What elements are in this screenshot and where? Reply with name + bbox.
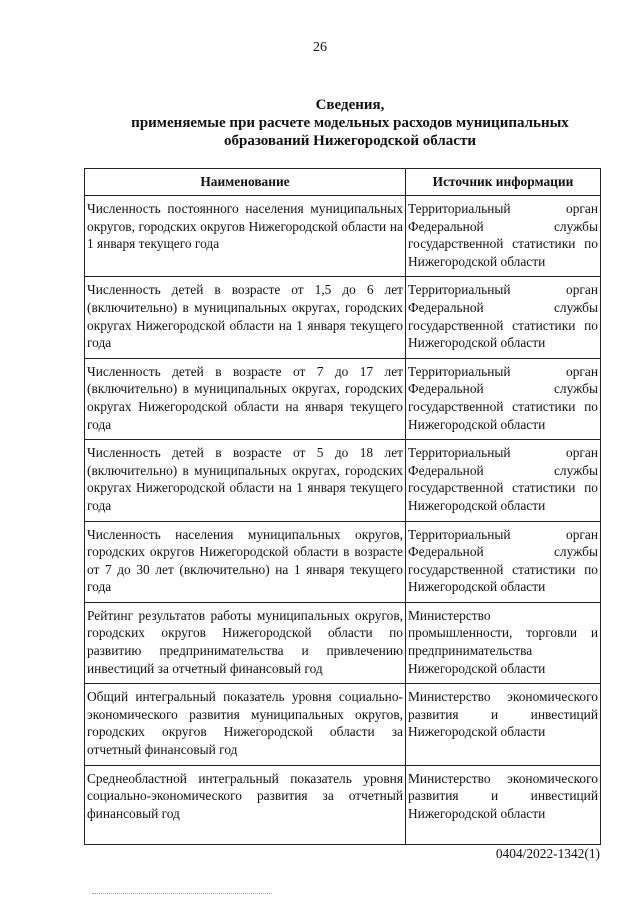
row-name-cell: Численность детей в возрасте от 1,5 до 6 лет (включительно) в муниципальных округах, городских округах Нижегородской области на 1 января текущего года xyxy=(85,277,406,358)
row-source-cell: Министерство экономического развития и инвестиций Нижегородской области xyxy=(406,765,601,844)
header-source: Источник информации xyxy=(406,169,601,196)
row-name-cell: Численность детей в возрасте от 7 до 17 лет (включительно) в муниципальных округах, городских округах Нижегородской области на января текущего года xyxy=(85,358,406,439)
document-title xyxy=(80,96,620,150)
table-row xyxy=(85,602,601,683)
page-number: 26 xyxy=(313,40,327,55)
table-row xyxy=(85,521,601,602)
title-line-3: образований Нижегородской области xyxy=(224,133,476,149)
document-code: 0404/2022-1342(1) xyxy=(495,846,600,861)
scan-artifact xyxy=(92,887,272,894)
table-row xyxy=(85,684,601,765)
row-source-cell: Министерство промышленности, торговли и предпринимательства Нижегородской области xyxy=(406,602,601,683)
row-name-cell: Рейтинг результатов работы муниципальных округов, городских округов Нижегородской области по развитию предпринимательства и привлечению инвестиций за отчетный финансовый год xyxy=(85,602,406,683)
table-header-row xyxy=(85,169,601,196)
row-name-cell: Среднеобластной интегральный показатель уровня социально-экономического развития за отчетный финансовый год xyxy=(85,765,406,844)
title-line-2: применяемые при расчете модельных расходов муниципальных xyxy=(131,115,569,131)
row-name-cell: Общий интегральный показатель уровня социально-экономического развития муниципальных округов, городских округов Нижегородской области за отчетный финансовый год xyxy=(85,684,406,765)
row-name-cell: Численность постоянного населения муниципальных округов, городских округов Нижегородской области на 1 января текущего года xyxy=(85,196,406,277)
row-source-cell: Территориальный орган Федеральной службы государственной статистики по Нижегородской области xyxy=(406,277,601,358)
row-source-cell: Территориальный орган Федеральной службы государственной статистики по Нижегородской области xyxy=(406,358,601,439)
info-sources-table xyxy=(84,168,601,845)
table-row xyxy=(85,196,601,277)
row-name-cell: Численность детей в возрасте от 5 до 18 лет (включительно) в муниципальных округах, городских округах Нижегородской области на 1 января текущего года xyxy=(85,440,406,521)
row-source-cell: Территориальный орган Федеральной службы государственной статистики по Нижегородской области xyxy=(406,440,601,521)
row-name-cell: Численность населения муниципальных округов, городских округов Нижегородской области в возрасте от 7 до 30 лет (включительно) на 1 января текущего года xyxy=(85,521,406,602)
table-row xyxy=(85,765,601,844)
table-row xyxy=(85,358,601,439)
header-name: Наименование xyxy=(85,169,406,196)
row-source-cell: Министерство экономического развития и инвестиций Нижегородской области xyxy=(406,684,601,765)
row-source-cell: Территориальный орган Федеральной службы государственной статистики по Нижегородской области xyxy=(406,196,601,277)
table-row xyxy=(85,277,601,358)
table-row xyxy=(85,440,601,521)
row-source-cell: Территориальный орган Федеральной службы государственной статистики по Нижегородской области xyxy=(406,521,601,602)
title-line-1: Сведения, xyxy=(315,97,385,113)
